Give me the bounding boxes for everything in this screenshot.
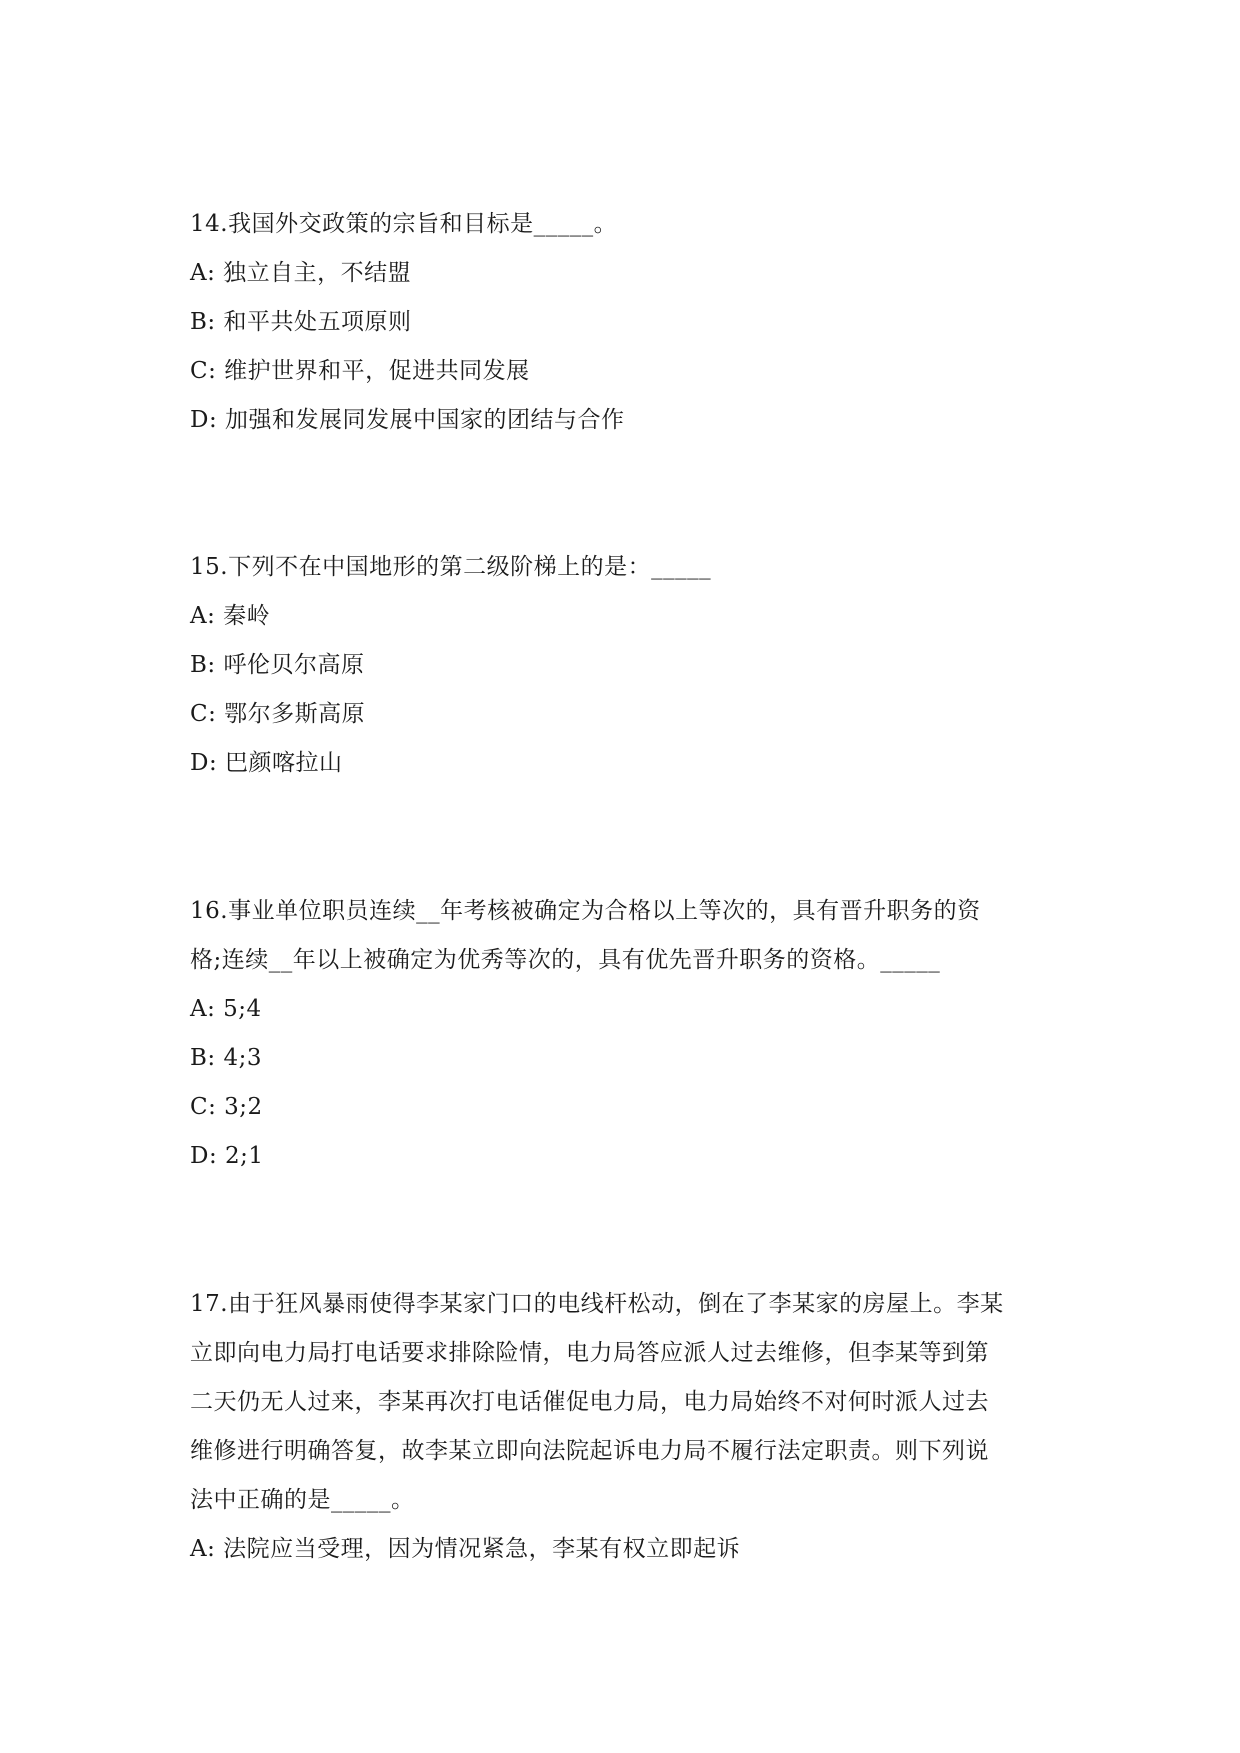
question-stem-line-2: 格;连续__年以上被确定为优秀等次的，具有优先晋升职务的资格。_____ [190, 947, 941, 973]
option-d: D: 2;1 [190, 1143, 264, 1169]
question-stem-line-1: 17.由于狂风暴雨使得李某家门口的电线杆松动，倒在了李某家的房屋上。李某 [190, 1291, 1004, 1317]
option-d: D: 加强和发展同发展中国家的团结与合作 [190, 407, 625, 433]
option-b: B: 4;3 [190, 1045, 262, 1071]
question-17 [190, 1280, 1060, 1574]
option-a: A: 法院应当受理，因为情况紧急，李某有权立即起诉 [190, 1536, 741, 1562]
option-a: A: 5;4 [190, 996, 262, 1022]
question-16 [190, 887, 1060, 1181]
question-stem-line-2: 立即向电力局打电话要求排除险情，电力局答应派人过去维修，但李某等到第 [190, 1340, 989, 1366]
option-a: A: 秦岭 [190, 603, 271, 629]
question-stem-line-4: 维修进行明确答复，故李某立即向法院起诉电力局不履行法定职责。则下列说 [190, 1438, 989, 1464]
question-15 [190, 543, 1060, 788]
option-b: B: 呼伦贝尔高原 [190, 652, 365, 678]
question-stem-line-5: 法中正确的是_____。 [190, 1487, 415, 1513]
option-c: C: 维护世界和平，促进共同发展 [190, 358, 530, 384]
question-14 [190, 200, 1060, 445]
question-stem-line-3: 二天仍无人过来，李某再次打电话催促电力局，电力局始终不对何时派人过去 [190, 1389, 989, 1415]
question-stem: 15.下列不在中国地形的第二级阶梯上的是：_____ [190, 554, 712, 580]
option-a: A: 独立自主，不结盟 [190, 260, 412, 286]
option-c: C: 3;2 [190, 1094, 263, 1120]
option-c: C: 鄂尔多斯高原 [190, 701, 366, 727]
option-d: D: 巴颜喀拉山 [190, 750, 343, 776]
option-b: B: 和平共处五项原则 [190, 309, 412, 335]
question-stem-line-1: 16.事业单位职员连续__年考核被确定为合格以上等次的，具有晋升职务的资 [190, 898, 981, 924]
question-stem: 14.我国外交政策的宗旨和目标是_____。 [190, 211, 618, 237]
